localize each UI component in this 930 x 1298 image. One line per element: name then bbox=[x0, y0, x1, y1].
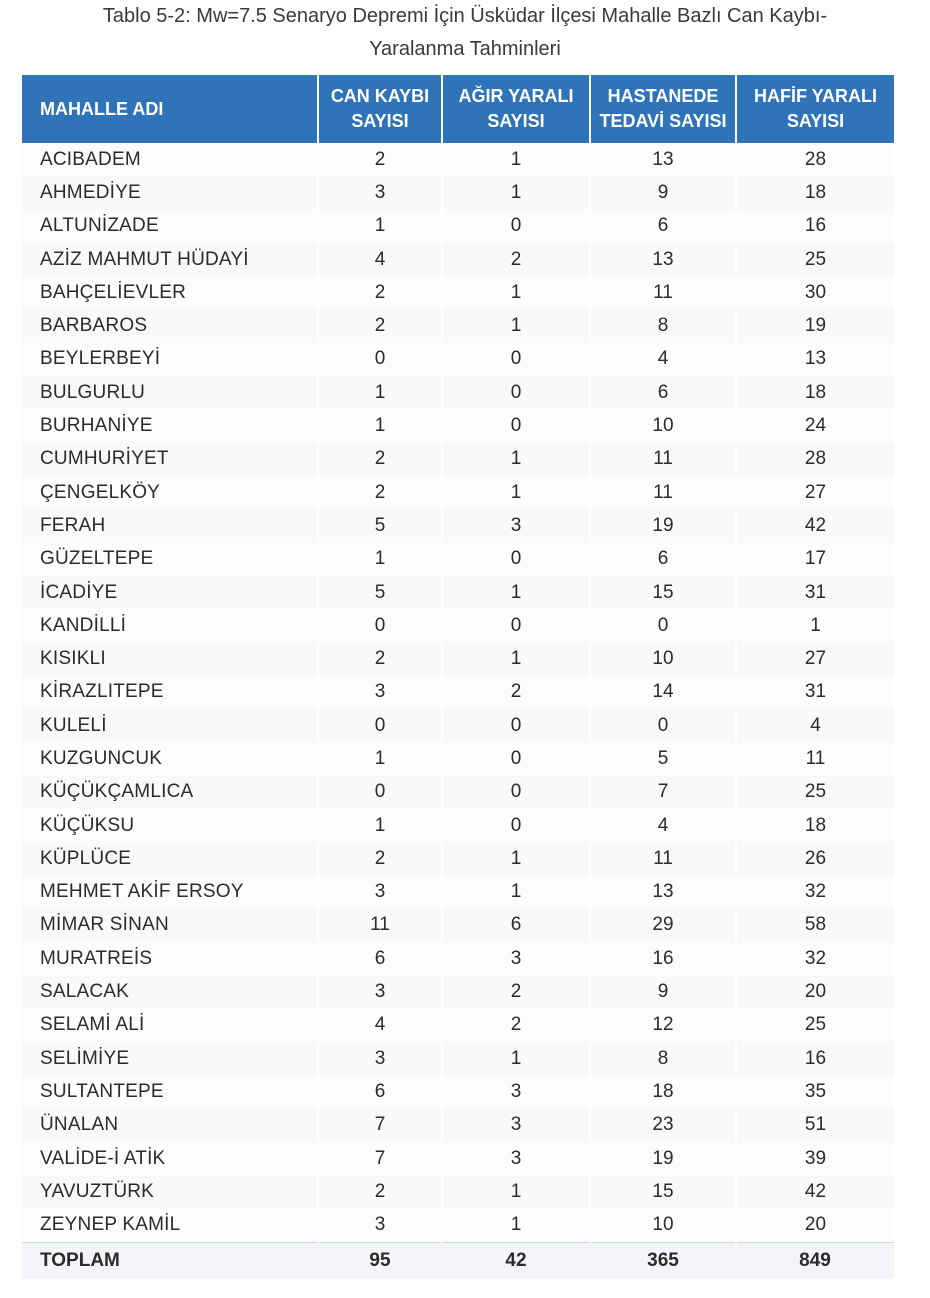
table-row bbox=[22, 443, 894, 476]
cell-can-kaybi: 3 bbox=[318, 975, 442, 1008]
cell-mahalle-adi: ÇENGELKÖY bbox=[22, 476, 318, 509]
cell-agir-yarali: 2 bbox=[442, 676, 590, 709]
cell-can-kaybi: 3 bbox=[318, 876, 442, 909]
total-hastanede-tedavi: 365 bbox=[590, 1242, 736, 1279]
cell-hafif-yarali: 27 bbox=[736, 642, 894, 675]
cell-hafif-yarali: 25 bbox=[736, 243, 894, 276]
cell-mahalle-adi: AHMEDİYE bbox=[22, 176, 318, 209]
cell-hafif-yarali: 28 bbox=[736, 443, 894, 476]
cell-can-kaybi: 3 bbox=[318, 1042, 442, 1075]
cell-hastanede-tedavi: 29 bbox=[590, 909, 736, 942]
cell-hastanede-tedavi: 4 bbox=[590, 343, 736, 376]
table-row bbox=[22, 1109, 894, 1142]
caption-line-1: Tablo 5-2: Mw=7.5 Senaryo Depremi İçin Üsküdar İlçesi Mahalle Bazlı Can Kaybı- bbox=[102, 5, 828, 27]
cell-agir-yarali: 1 bbox=[442, 842, 590, 875]
table-row bbox=[22, 1142, 894, 1175]
cell-can-kaybi: 1 bbox=[318, 210, 442, 243]
total-agir-yarali: 42 bbox=[442, 1242, 590, 1279]
cell-agir-yarali: 0 bbox=[442, 376, 590, 409]
cell-can-kaybi: 1 bbox=[318, 543, 442, 576]
cell-can-kaybi: 4 bbox=[318, 1009, 442, 1042]
cell-mahalle-adi: SALACAK bbox=[22, 975, 318, 1008]
cell-can-kaybi: 0 bbox=[318, 709, 442, 742]
cell-mahalle-adi: FERAH bbox=[22, 509, 318, 542]
cell-hastanede-tedavi: 11 bbox=[590, 476, 736, 509]
cell-can-kaybi: 1 bbox=[318, 742, 442, 775]
cell-hafif-yarali: 32 bbox=[736, 876, 894, 909]
cell-agir-yarali: 0 bbox=[442, 210, 590, 243]
cell-hastanede-tedavi: 16 bbox=[590, 942, 736, 975]
cell-agir-yarali: 0 bbox=[442, 543, 590, 576]
cell-agir-yarali: 0 bbox=[442, 409, 590, 442]
cell-agir-yarali: 3 bbox=[442, 942, 590, 975]
cell-hastanede-tedavi: 7 bbox=[590, 776, 736, 809]
header-agir-yarali: AĞIR YARALI SAYISI bbox=[442, 75, 590, 143]
cell-hafif-yarali: 58 bbox=[736, 909, 894, 942]
table-row bbox=[22, 676, 894, 709]
cell-mahalle-adi: ÜNALAN bbox=[22, 1109, 318, 1142]
cell-hafif-yarali: 27 bbox=[736, 476, 894, 509]
cell-hastanede-tedavi: 0 bbox=[590, 609, 736, 642]
cell-hastanede-tedavi: 10 bbox=[590, 642, 736, 675]
cell-agir-yarali: 2 bbox=[442, 975, 590, 1008]
cell-mahalle-adi: YAVUZTÜRK bbox=[22, 1175, 318, 1208]
cell-hastanede-tedavi: 19 bbox=[590, 509, 736, 542]
table-row bbox=[22, 276, 894, 309]
cell-mahalle-adi: KÜÇÜKSU bbox=[22, 809, 318, 842]
cell-agir-yarali: 1 bbox=[442, 309, 590, 342]
cell-hafif-yarali: 31 bbox=[736, 576, 894, 609]
table-row bbox=[22, 376, 894, 409]
cell-can-kaybi: 2 bbox=[318, 1175, 442, 1208]
cell-mahalle-adi: BAHÇELİEVLER bbox=[22, 276, 318, 309]
cell-hastanede-tedavi: 6 bbox=[590, 543, 736, 576]
table-row bbox=[22, 243, 894, 276]
cell-can-kaybi: 0 bbox=[318, 776, 442, 809]
cell-hafif-yarali: 13 bbox=[736, 343, 894, 376]
caption-line-2: Yaralanma Tahminleri bbox=[369, 38, 561, 60]
cell-hastanede-tedavi: 5 bbox=[590, 742, 736, 775]
cell-hafif-yarali: 51 bbox=[736, 1109, 894, 1142]
table-row bbox=[22, 1175, 894, 1208]
cell-can-kaybi: 2 bbox=[318, 642, 442, 675]
cell-can-kaybi: 5 bbox=[318, 509, 442, 542]
table-row bbox=[22, 143, 894, 176]
cell-agir-yarali: 6 bbox=[442, 909, 590, 942]
cell-can-kaybi: 2 bbox=[318, 143, 442, 176]
table-row bbox=[22, 576, 894, 609]
cell-can-kaybi: 2 bbox=[318, 476, 442, 509]
cell-mahalle-adi: KUZGUNCUK bbox=[22, 742, 318, 775]
cell-hastanede-tedavi: 6 bbox=[590, 376, 736, 409]
cell-hastanede-tedavi: 8 bbox=[590, 309, 736, 342]
cell-mahalle-adi: KANDİLLİ bbox=[22, 609, 318, 642]
table-row bbox=[22, 742, 894, 775]
casualty-table bbox=[22, 75, 894, 1279]
cell-agir-yarali: 3 bbox=[442, 1142, 590, 1175]
cell-mahalle-adi: BEYLERBEYİ bbox=[22, 343, 318, 376]
cell-mahalle-adi: MİMAR SİNAN bbox=[22, 909, 318, 942]
cell-mahalle-adi: AZİZ MAHMUT HÜDAYİ bbox=[22, 243, 318, 276]
cell-agir-yarali: 1 bbox=[442, 476, 590, 509]
cell-hastanede-tedavi: 11 bbox=[590, 842, 736, 875]
cell-mahalle-adi: KÜÇÜKÇAMLICA bbox=[22, 776, 318, 809]
cell-hastanede-tedavi: 14 bbox=[590, 676, 736, 709]
cell-can-kaybi: 0 bbox=[318, 343, 442, 376]
cell-agir-yarali: 0 bbox=[442, 742, 590, 775]
table-row bbox=[22, 309, 894, 342]
cell-can-kaybi: 5 bbox=[318, 576, 442, 609]
cell-agir-yarali: 0 bbox=[442, 809, 590, 842]
cell-agir-yarali: 1 bbox=[442, 576, 590, 609]
cell-can-kaybi: 7 bbox=[318, 1109, 442, 1142]
table-row bbox=[22, 210, 894, 243]
cell-mahalle-adi: SELAMİ ALİ bbox=[22, 1009, 318, 1042]
cell-agir-yarali: 1 bbox=[442, 1042, 590, 1075]
table-row bbox=[22, 476, 894, 509]
cell-hafif-yarali: 4 bbox=[736, 709, 894, 742]
cell-mahalle-adi: BARBAROS bbox=[22, 309, 318, 342]
header-hastanede-tedavi: HASTANEDE TEDAVİ SAYISI bbox=[590, 75, 736, 143]
cell-hastanede-tedavi: 18 bbox=[590, 1075, 736, 1108]
cell-hastanede-tedavi: 4 bbox=[590, 809, 736, 842]
table-row bbox=[22, 509, 894, 542]
cell-can-kaybi: 2 bbox=[318, 842, 442, 875]
cell-can-kaybi: 1 bbox=[318, 409, 442, 442]
cell-hafif-yarali: 35 bbox=[736, 1075, 894, 1108]
cell-hastanede-tedavi: 13 bbox=[590, 243, 736, 276]
cell-can-kaybi: 7 bbox=[318, 1142, 442, 1175]
table-row bbox=[22, 1009, 894, 1042]
cell-can-kaybi: 3 bbox=[318, 176, 442, 209]
cell-can-kaybi: 4 bbox=[318, 243, 442, 276]
cell-mahalle-adi: KISIKLI bbox=[22, 642, 318, 675]
table-body bbox=[22, 143, 894, 1242]
cell-hafif-yarali: 1 bbox=[736, 609, 894, 642]
cell-agir-yarali: 1 bbox=[442, 1209, 590, 1243]
table-row bbox=[22, 343, 894, 376]
cell-agir-yarali: 1 bbox=[442, 176, 590, 209]
cell-hastanede-tedavi: 9 bbox=[590, 975, 736, 1008]
cell-agir-yarali: 1 bbox=[442, 276, 590, 309]
cell-agir-yarali: 0 bbox=[442, 343, 590, 376]
cell-hafif-yarali: 18 bbox=[736, 809, 894, 842]
total-label: TOPLAM bbox=[22, 1242, 318, 1279]
table-row bbox=[22, 876, 894, 909]
cell-agir-yarali: 2 bbox=[442, 1009, 590, 1042]
cell-hafif-yarali: 39 bbox=[736, 1142, 894, 1175]
cell-mahalle-adi: ALTUNİZADE bbox=[22, 210, 318, 243]
cell-agir-yarali: 1 bbox=[442, 143, 590, 176]
cell-mahalle-adi: KÜPLÜCE bbox=[22, 842, 318, 875]
cell-agir-yarali: 1 bbox=[442, 1175, 590, 1208]
cell-hastanede-tedavi: 0 bbox=[590, 709, 736, 742]
cell-hastanede-tedavi: 15 bbox=[590, 1175, 736, 1208]
cell-mahalle-adi: KİRAZLITEPE bbox=[22, 676, 318, 709]
total-row bbox=[22, 1242, 894, 1279]
table-row bbox=[22, 609, 894, 642]
cell-hafif-yarali: 26 bbox=[736, 842, 894, 875]
cell-mahalle-adi: MEHMET AKİF ERSOY bbox=[22, 876, 318, 909]
cell-agir-yarali: 0 bbox=[442, 709, 590, 742]
cell-agir-yarali: 2 bbox=[442, 243, 590, 276]
cell-can-kaybi: 2 bbox=[318, 309, 442, 342]
cell-agir-yarali: 0 bbox=[442, 776, 590, 809]
cell-mahalle-adi: BULGURLU bbox=[22, 376, 318, 409]
cell-mahalle-adi: SULTANTEPE bbox=[22, 1075, 318, 1108]
cell-hafif-yarali: 30 bbox=[736, 276, 894, 309]
table-row bbox=[22, 709, 894, 742]
cell-hastanede-tedavi: 23 bbox=[590, 1109, 736, 1142]
table-caption bbox=[20, 0, 910, 66]
cell-mahalle-adi: İCADİYE bbox=[22, 576, 318, 609]
cell-mahalle-adi: BURHANİYE bbox=[22, 409, 318, 442]
cell-hafif-yarali: 28 bbox=[736, 143, 894, 176]
table-row bbox=[22, 909, 894, 942]
cell-hafif-yarali: 11 bbox=[736, 742, 894, 775]
table-row bbox=[22, 776, 894, 809]
cell-hastanede-tedavi: 13 bbox=[590, 143, 736, 176]
cell-hafif-yarali: 42 bbox=[736, 1175, 894, 1208]
cell-hastanede-tedavi: 15 bbox=[590, 576, 736, 609]
table-row bbox=[22, 809, 894, 842]
cell-hafif-yarali: 31 bbox=[736, 676, 894, 709]
cell-hafif-yarali: 20 bbox=[736, 1209, 894, 1243]
cell-can-kaybi: 2 bbox=[318, 443, 442, 476]
cell-agir-yarali: 1 bbox=[442, 876, 590, 909]
cell-hastanede-tedavi: 10 bbox=[590, 409, 736, 442]
total-can-kaybi: 95 bbox=[318, 1242, 442, 1279]
table-row bbox=[22, 409, 894, 442]
cell-hafif-yarali: 17 bbox=[736, 543, 894, 576]
cell-mahalle-adi: CUMHURİYET bbox=[22, 443, 318, 476]
table-row bbox=[22, 1209, 894, 1243]
cell-hafif-yarali: 18 bbox=[736, 176, 894, 209]
cell-mahalle-adi: VALİDE-İ ATİK bbox=[22, 1142, 318, 1175]
table-header bbox=[22, 75, 894, 143]
cell-mahalle-adi: SELİMİYE bbox=[22, 1042, 318, 1075]
cell-mahalle-adi: ACIBADEM bbox=[22, 143, 318, 176]
header-hafif-yarali: HAFİF YARALI SAYISI bbox=[736, 75, 894, 143]
table-row bbox=[22, 543, 894, 576]
table-row bbox=[22, 975, 894, 1008]
cell-hastanede-tedavi: 6 bbox=[590, 210, 736, 243]
cell-mahalle-adi: GÜZELTEPE bbox=[22, 543, 318, 576]
table-row bbox=[22, 176, 894, 209]
total-hafif-yarali: 849 bbox=[736, 1242, 894, 1279]
cell-hastanede-tedavi: 11 bbox=[590, 443, 736, 476]
table-row bbox=[22, 942, 894, 975]
cell-hafif-yarali: 24 bbox=[736, 409, 894, 442]
cell-hastanede-tedavi: 19 bbox=[590, 1142, 736, 1175]
cell-can-kaybi: 3 bbox=[318, 676, 442, 709]
header-can-kaybi: CAN KAYBI SAYISI bbox=[318, 75, 442, 143]
table-row bbox=[22, 1042, 894, 1075]
cell-can-kaybi: 11 bbox=[318, 909, 442, 942]
cell-hastanede-tedavi: 12 bbox=[590, 1009, 736, 1042]
table-row bbox=[22, 842, 894, 875]
cell-can-kaybi: 6 bbox=[318, 942, 442, 975]
cell-hafif-yarali: 19 bbox=[736, 309, 894, 342]
header-mahalle-adi: MAHALLE ADI bbox=[22, 75, 318, 143]
cell-mahalle-adi: KULELİ bbox=[22, 709, 318, 742]
cell-hafif-yarali: 16 bbox=[736, 1042, 894, 1075]
cell-hastanede-tedavi: 13 bbox=[590, 876, 736, 909]
cell-can-kaybi: 3 bbox=[318, 1209, 442, 1243]
cell-can-kaybi: 6 bbox=[318, 1075, 442, 1108]
cell-mahalle-adi: ZEYNEP KAMİL bbox=[22, 1209, 318, 1243]
cell-can-kaybi: 2 bbox=[318, 276, 442, 309]
cell-can-kaybi: 1 bbox=[318, 376, 442, 409]
cell-agir-yarali: 3 bbox=[442, 1075, 590, 1108]
table-footer bbox=[22, 1242, 894, 1279]
cell-agir-yarali: 1 bbox=[442, 443, 590, 476]
cell-hafif-yarali: 32 bbox=[736, 942, 894, 975]
cell-hastanede-tedavi: 11 bbox=[590, 276, 736, 309]
cell-agir-yarali: 1 bbox=[442, 642, 590, 675]
cell-hafif-yarali: 42 bbox=[736, 509, 894, 542]
cell-hafif-yarali: 16 bbox=[736, 210, 894, 243]
cell-can-kaybi: 1 bbox=[318, 809, 442, 842]
cell-hafif-yarali: 20 bbox=[736, 975, 894, 1008]
cell-agir-yarali: 3 bbox=[442, 509, 590, 542]
cell-agir-yarali: 3 bbox=[442, 1109, 590, 1142]
cell-hastanede-tedavi: 9 bbox=[590, 176, 736, 209]
cell-hastanede-tedavi: 8 bbox=[590, 1042, 736, 1075]
cell-mahalle-adi: MURATREİS bbox=[22, 942, 318, 975]
table-row bbox=[22, 642, 894, 675]
table-row bbox=[22, 1075, 894, 1108]
cell-hastanede-tedavi: 10 bbox=[590, 1209, 736, 1243]
cell-can-kaybi: 0 bbox=[318, 609, 442, 642]
cell-agir-yarali: 0 bbox=[442, 609, 590, 642]
cell-hafif-yarali: 25 bbox=[736, 1009, 894, 1042]
cell-hafif-yarali: 25 bbox=[736, 776, 894, 809]
cell-hafif-yarali: 18 bbox=[736, 376, 894, 409]
